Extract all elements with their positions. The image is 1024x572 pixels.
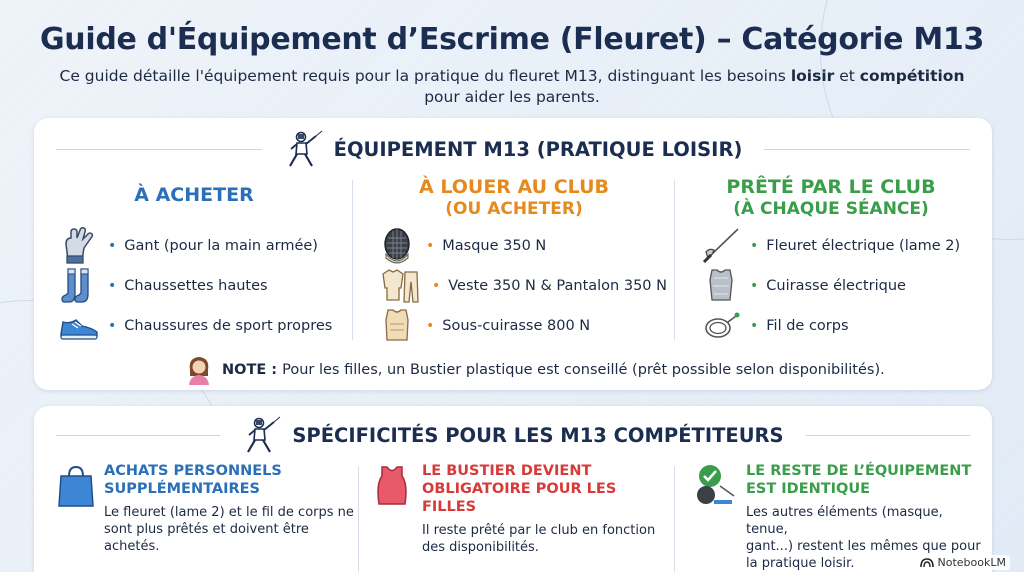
column-rent xyxy=(364,176,664,220)
checkmark-equipment-icon xyxy=(692,462,736,506)
page-title: Guide d'Équipement d’Escrime (Fleuret) – Catégorie M13 xyxy=(39,22,985,57)
plastron-icon xyxy=(376,306,418,346)
competition-card xyxy=(34,406,992,572)
mask-icon xyxy=(376,226,418,266)
spec-body: Il reste prêté par le club en fonction des disponibilités. xyxy=(422,523,656,555)
item-label: Veste 350 N & Pantalon 350 N xyxy=(448,278,667,294)
girl-icon xyxy=(184,354,214,386)
fencer-icon xyxy=(284,130,324,168)
list-item: • Sous-cuirasse 800 N xyxy=(376,306,590,346)
section-header xyxy=(34,130,992,168)
socks-icon xyxy=(58,266,100,306)
list-item: • Fleuret électrique (lame 2) xyxy=(700,226,960,266)
column-title: PRÊTÉ PAR LE CLUB (À CHAQUE SÉANCE) xyxy=(726,176,936,219)
item-label: Fleuret électrique (lame 2) xyxy=(766,238,961,254)
note xyxy=(184,354,885,386)
spec-item xyxy=(104,462,354,555)
column-buy xyxy=(54,184,334,206)
section-title: ÉQUIPEMENT M13 (PRATIQUE LOISIR) xyxy=(333,137,743,161)
column-title: À ACHETER xyxy=(134,184,254,206)
glove-icon xyxy=(58,226,100,266)
item-label: Fil de corps xyxy=(766,318,849,334)
lame-icon xyxy=(700,266,742,306)
list-item: • Masque 350 N xyxy=(376,226,546,266)
note-text: Pour les filles, un Bustier plastique est conseillé (prêt possible selon disponibilités). xyxy=(282,362,885,378)
list-item: • Gant (pour la main armée) xyxy=(58,226,318,266)
spec-heading: ACHATS PERSONNELS SUPPLÉMENTAIRES xyxy=(104,463,282,497)
divider xyxy=(806,435,970,436)
spec-heading: LE RESTE DE L’ÉQUIPEMENT EST IDENTIQUE xyxy=(746,463,972,497)
list-item: • Chaussures de sport propres xyxy=(58,306,332,346)
body-wire-icon xyxy=(700,306,742,346)
list-item: • Veste 350 N & Pantalon 350 N xyxy=(376,266,667,306)
list-item: • Cuirasse électrique xyxy=(700,266,906,306)
column-separator xyxy=(674,180,675,340)
bustier-icon xyxy=(372,464,412,508)
page-subtitle: Ce guide détaille l'équipement requis pour la pratique du fleuret M13, distinguant les besoins loisir et compétition pour aider les parents. xyxy=(59,67,965,106)
item-label: Cuirasse électrique xyxy=(766,278,906,294)
jacket-icon xyxy=(376,266,424,306)
spec-body: Les autres éléments (masque, tenue, gant...) restent les mêmes que pour la pratique loisir. xyxy=(746,505,981,571)
spec-body: Le fleuret (lame 2) et le fil de corps ne sont plus prêtés et doivent être achetés. xyxy=(104,505,354,554)
spec-heading: LE BUSTIER DEVIENT OBLIGATOIRE POUR LES FILLES xyxy=(422,463,617,515)
section-header xyxy=(34,416,992,454)
column-title: À LOUER AU CLUB (OU ACHETER) xyxy=(419,176,609,219)
foil-icon xyxy=(700,226,742,266)
divider xyxy=(56,435,220,436)
item-label: Masque 350 N xyxy=(442,238,547,254)
item-label: Chaussures de sport propres xyxy=(124,318,333,334)
shopping-bag-icon xyxy=(56,464,96,508)
brand-watermark: NotebookLM xyxy=(916,555,1010,570)
list-item: • Fil de corps xyxy=(700,306,849,346)
shoe-icon xyxy=(58,306,100,346)
item-label: Gant (pour la main armée) xyxy=(124,238,318,254)
loisir-equipment-card xyxy=(34,118,992,390)
column-lent xyxy=(686,176,976,220)
item-label: Chaussettes hautes xyxy=(124,278,268,294)
divider xyxy=(56,149,262,150)
item-label: Sous-cuirasse 800 N xyxy=(442,318,591,334)
column-separator xyxy=(674,466,675,572)
note-label: NOTE : xyxy=(222,362,278,378)
notebooklm-logo-icon xyxy=(920,558,934,568)
fencer-icon xyxy=(242,416,282,454)
spec-item xyxy=(422,462,672,556)
column-separator xyxy=(358,466,359,572)
column-separator xyxy=(352,180,353,340)
divider xyxy=(764,149,970,150)
section-title: SPÉCIFICITÉS POUR LES M13 COMPÉTITEURS xyxy=(292,423,784,447)
list-item: • Chaussettes hautes xyxy=(58,266,268,306)
